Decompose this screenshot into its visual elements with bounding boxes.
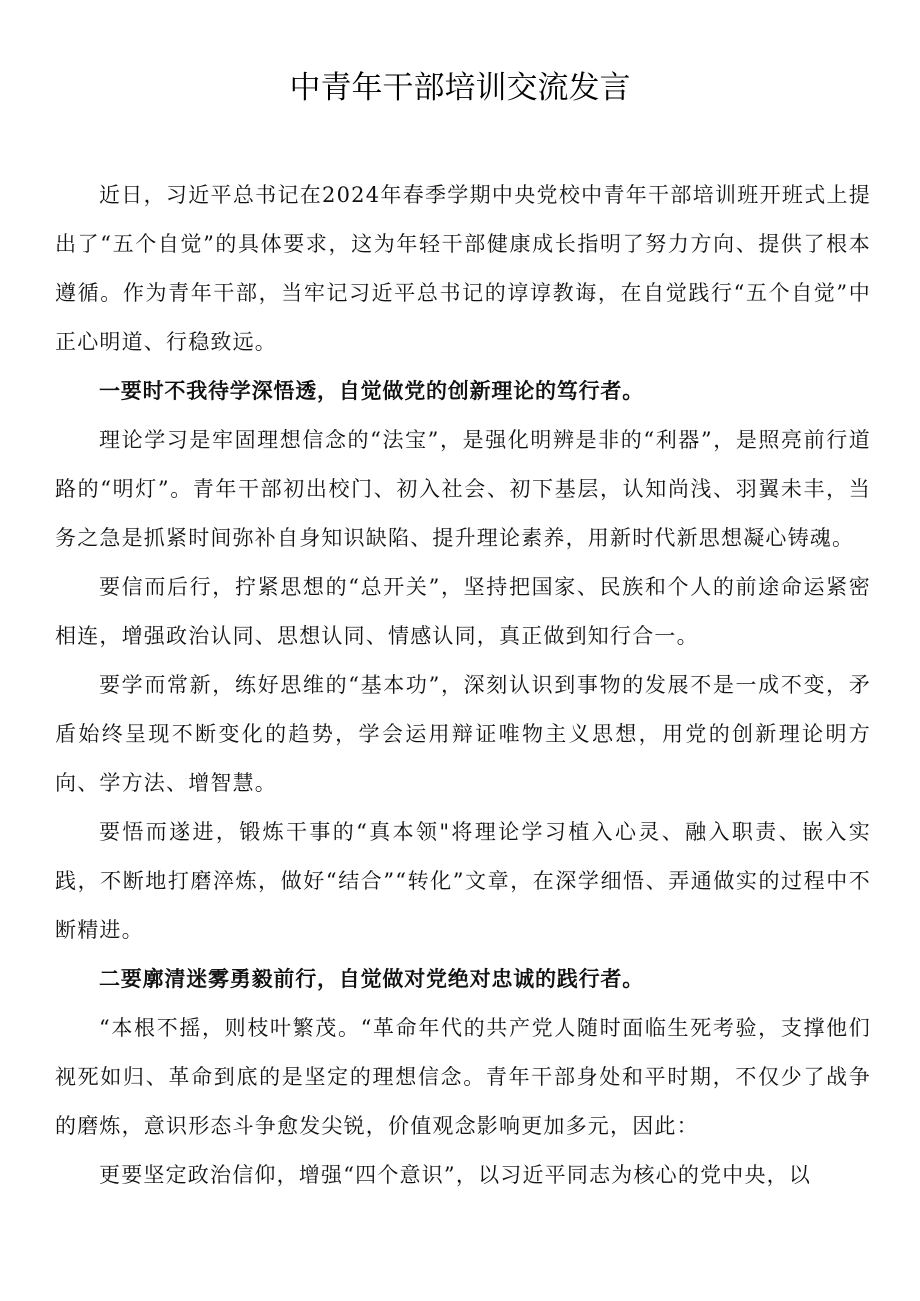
paragraph-root-and-leaves: “本根不摇，则枝叶繁茂。“革命年代的共产党人随时面临生死考验，支撑他们视死如归、革命到底的是坚定的理想信念。青年干部身处和平时期，不仅少了战争的磨炼，意识形态斗争愈发尖锐，价值观念影响更加多元，因此： [55,1016,871,1138]
paragraph-theory-study: 理论学习是牢固理想信念的“法宝”，是强化明辨是非的“利器”，是照亮前行道路的“明灯”。青年干部初出校门、初入社会、初下基层，认知尚浅、羽翼未丰，当务之急是抓紧时间弥补自身知识缺陷、提升理论素养，用新时代新思想凝心铸魂。 [55,428,871,550]
section-heading-1: 一要时不我待学深悟透，自觉做党的创新理论的笃行者。 [99,379,644,403]
paragraph-intro: 近日，习近平总书记在2024年春季学期中央党校中青年干部培训班开班式上提出了“五个自觉”的具体要求，这为年轻干部健康成长指明了努力方向、提供了根本遵循。作为青年干部，当牢记习近平总书记的谆谆教诲，在自觉践行“五个自觉”中正心明道、行稳致远。 [55,183,871,354]
document-title: 中青年干部培训交流发言 [289,70,631,106]
paragraph-political-belief: 更要坚定政治信仰，增强“四个意识”，以习近平同志为核心的党中央，以 [99,1163,812,1187]
document-body [55,171,871,1200]
paragraph-believe-then-act: 要信而后行，拧紧思想的“总开关”，坚持把国家、民族和个人的前途命运紧密相连，增强政治认同、思想认同、情感认同，真正做到知行合一。 [55,575,871,648]
paragraph-learn-and-renew: 要学而常新，练好思维的“基本功”，深刻认识到事物的发展不是一成不变，矛盾始终呈现不断变化的趋势，学会运用辩证唯物主义思想，用党的创新理论明方向、学方法、增智慧。 [55,673,871,795]
paragraph-understand-and-advance: 要悟而遂进，锻炼干事的“真本领"将理论学习植入心灵、融入职责、嵌入实践，不断地打磨淬炼，做好“结合”“转化”文章，在深学细悟、弄通做实的过程中不断精进。 [55,820,871,942]
section-heading-2: 二要廓清迷雾勇毅前行，自觉做对党绝对忠诚的践行者。 [99,967,644,991]
